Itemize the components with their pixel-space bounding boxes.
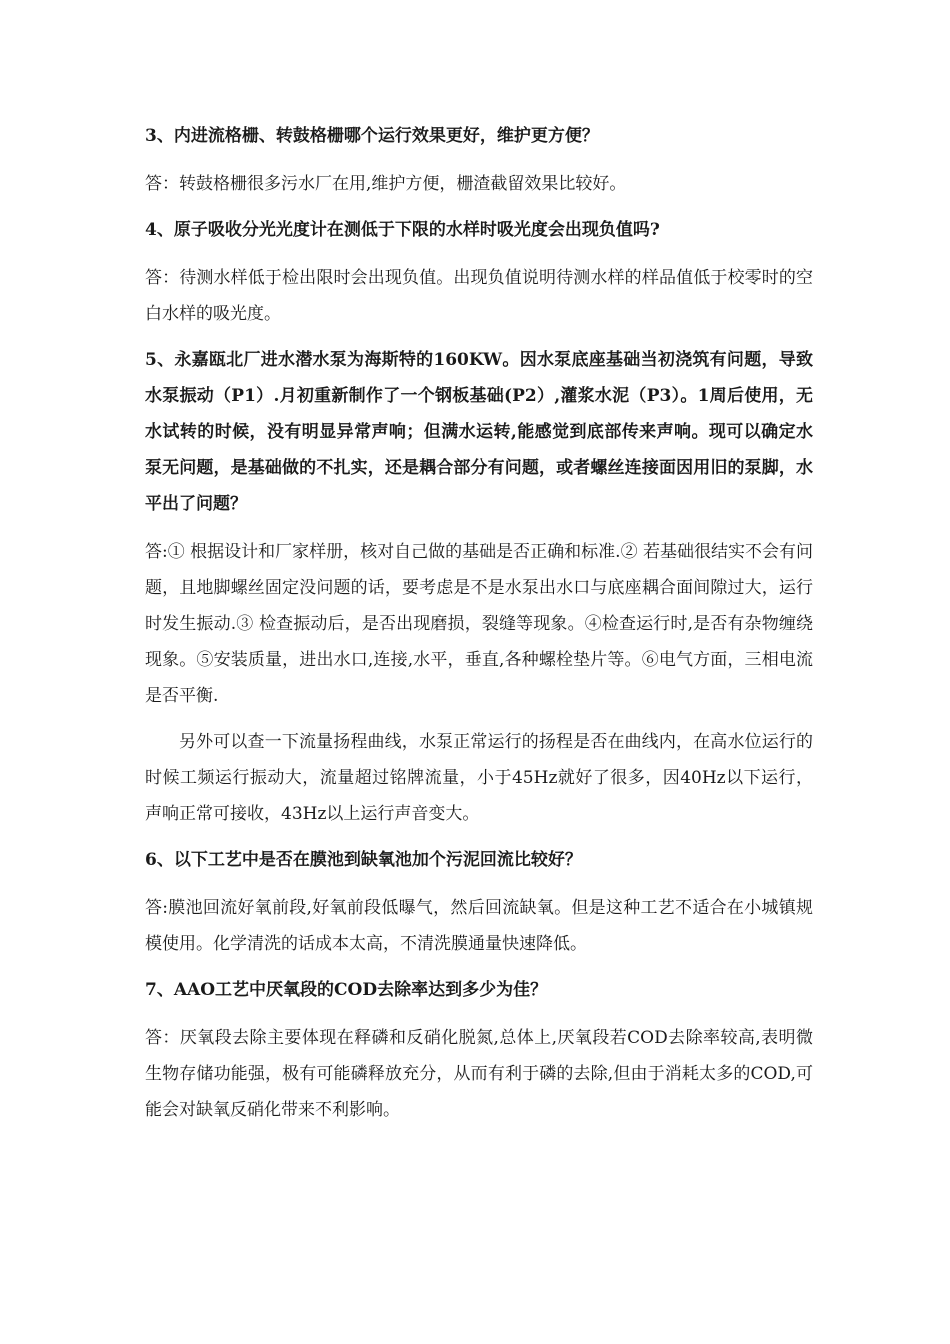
question-3: 3、内进流格栅、转鼓格栅哪个运行效果更好，维护更方便？ [145,126,599,146]
answer-5-supplement: 另外可以查一下流量扬程曲线，水泵正常运行的扬程是否在曲线内，在高水位运行的时候工频运行振动大，流量超过铭牌流量，小于45Hz就好了很多，因40Hz以下运行，声响正常可接收，43Hz以上运行声音变大。 [145,732,813,824]
question-5: 5、永嘉瓯北厂进水潜水泵为海斯特的160KW。因水泵底座基础当初浇筑有问题，导致水泵振动（P1）.月初重新制作了一个钢板基础(P2）,灌浆水泥（P3）。1周后使用，无水试转的时候，没有明显异常声响；但满水运转,能感觉到底部传来声响。现可以确定水泵无问题，是基础做的不扎实，还是耦合部分有问题，或者螺丝连接面因用旧的泵脚，水平出了问题？ [145,350,813,514]
answer-6: 答:膜池回流好氧前段,好氧前段低曝气，然后回流缺氧。但是这种工艺不适合在小城镇规模使用。化学清洗的话成本太高，不清洗膜通量快速降低。 [145,898,813,954]
answer-7: 答：厌氧段去除主要体现在释磷和反硝化脱氮,总体上,厌氧段若COD去除率较高,表明微生物存储功能强，极有可能磷释放充分，从而有利于磷的去除,但由于消耗太多的COD,可能会对缺氧反硝化带来不利影响。 [145,1028,813,1120]
answer-5: 答:① 根据设计和厂家样册，核对自己做的基础是否正确和标准.② 若基础很结实不会有问题，且地脚螺丝固定没问题的话，要考虑是不是水泵出水口与底座耦合面间隙过大，运行时发生振动.③ 检查振动后，是否出现磨损，裂缝等现象。④检查运行时,是否有杂物缠绕现象。⑤安装质量，进出水口,连接,水平，垂直,各种螺栓垫片等。⑥电气方面，三相电流是否平衡. [145,542,813,706]
answer-3: 答：转鼓格栅很多污水厂在用,维护方便，栅渣截留效果比较好。 [145,174,627,194]
document-body [145,118,813,1138]
question-4: 4、原子吸收分光光度计在测低于下限的水样时吸光度会出现负值吗? [145,220,660,240]
question-7: 7、AAO工艺中厌氧段的COD去除率达到多少为佳？ [145,980,548,1000]
question-6: 6、以下工艺中是否在膜池到缺氧池加个污泥回流比较好？ [145,850,582,870]
answer-4: 答：待测水样低于检出限时会出现负值。出现负值说明待测水样的样品值低于校零时的空白水样的吸光度。 [145,268,813,324]
